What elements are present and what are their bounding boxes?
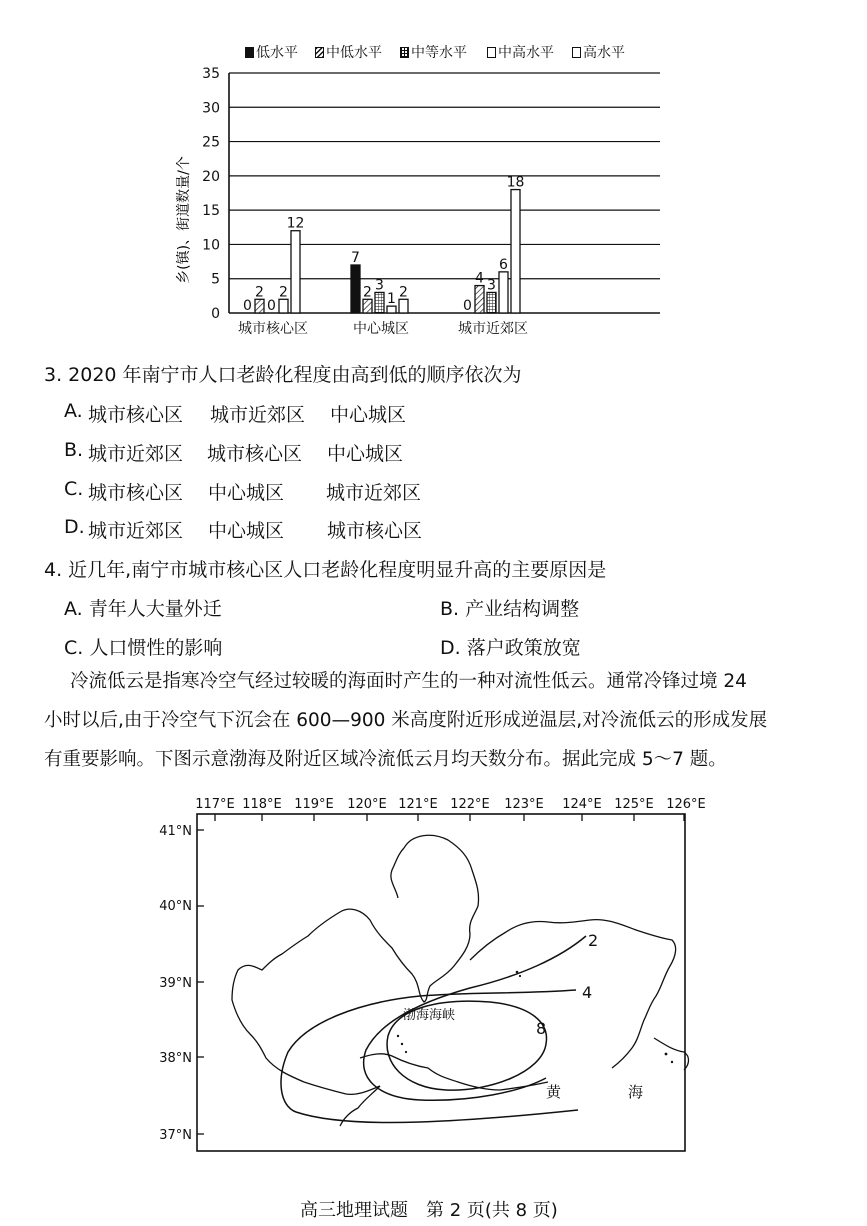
option-item: 城市近郊区 <box>88 443 184 465</box>
bar-value-label: 7 <box>351 250 360 266</box>
option-item: 城市核心区 <box>327 520 423 542</box>
bar-value-label: 2 <box>279 284 288 301</box>
lon-label: 124°E <box>562 797 602 812</box>
bar-value-label: 2 <box>255 284 264 301</box>
bar-chart <box>0 0 867 350</box>
lon-label: 120°E <box>347 797 387 812</box>
question-4-stem: 4. 近几年,南宁市城市核心区人口老龄化程度明显升高的主要原因是 <box>44 559 607 581</box>
option-letter[interactable]: C. <box>64 478 84 500</box>
option-item: 中心城区 <box>330 404 407 426</box>
legend-label: 中等水平 <box>411 45 467 61</box>
option-item: 中心城区 <box>208 482 285 504</box>
bar-value-label: 4 <box>475 270 484 287</box>
isoline-label: 4 <box>582 983 593 1002</box>
bar-value-label: 18 <box>506 174 525 191</box>
question-4-option-b[interactable]: B. 产业结构调整 <box>440 598 580 620</box>
page-footer: 高三地理试题 第 2 页(共 8 页) <box>300 1200 558 1221</box>
y-tick-label: 0 <box>211 306 220 322</box>
question-3-stem: 3. 2020 年南宁市人口老龄化程度由高到低的顺序依次为 <box>44 364 522 386</box>
question-4-option-a[interactable]: A. 青年人大量外迁 <box>64 598 222 620</box>
bar <box>399 299 408 313</box>
bar-value-label: 0 <box>267 298 276 314</box>
lat-label: 40°N <box>159 899 192 914</box>
bar-value-label: 6 <box>499 256 508 273</box>
lat-label: 37°N <box>159 1128 192 1143</box>
lon-label: 126°E <box>666 797 706 812</box>
isoline-labels <box>536 931 598 1038</box>
bar <box>255 299 264 313</box>
option-item: 城市近郊区 <box>210 404 306 426</box>
option-letter[interactable]: A. <box>64 400 83 422</box>
isoline-label: 8 <box>536 1019 547 1038</box>
coastline <box>232 835 689 1126</box>
y-tick-label: 35 <box>202 66 220 82</box>
bohai-cloud-map <box>0 790 867 1170</box>
bar <box>291 231 300 313</box>
y-tick-label: 10 <box>202 237 220 254</box>
sea-label-2: 海 <box>628 1083 644 1101</box>
lon-label: 121°E <box>398 797 438 812</box>
bar <box>511 190 520 313</box>
bar-value-label: 0 <box>243 298 252 314</box>
x-category-label: 中心城区 <box>353 321 409 337</box>
question-4-option-c[interactable]: C. 人口惯性的影响 <box>64 637 223 659</box>
y-axis-title: 乡(镇)、街道数量/个 <box>176 156 192 284</box>
option-item: 城市核心区 <box>207 443 303 465</box>
bar <box>279 299 288 313</box>
passage-line-2: 小时以后,由于冷空气下沉会在 600—900 米高度附近形成逆温层,对冷流低云的形成发展 <box>44 710 768 731</box>
lon-label: 123°E <box>504 797 544 812</box>
option-letter[interactable]: B. <box>64 439 84 461</box>
bar-value-label: 0 <box>463 298 472 314</box>
legend-label: 中高水平 <box>498 45 554 61</box>
y-tick-label: 15 <box>202 203 220 220</box>
y-tick-label: 20 <box>202 168 220 185</box>
x-category-label: 城市核心区 <box>238 321 308 337</box>
bar <box>475 286 484 313</box>
legend-label: 高水平 <box>583 45 625 61</box>
passage-line-3: 有重要影响。下图示意渤海及附近区域冷流低云月均天数分布。据此完成 5～7 题。 <box>44 749 727 770</box>
option-item: 城市核心区 <box>88 404 184 426</box>
sea-label-1: 黄 <box>546 1083 562 1101</box>
latitude-labels <box>159 824 192 1143</box>
passage-line-1: 冷流低云是指寒冷空气经过较暖的海面时产生的一种对流性低云。通常冷锋过境 24 <box>70 671 747 692</box>
lon-label: 125°E <box>614 797 654 812</box>
y-tick-label: 25 <box>202 134 220 151</box>
lat-label: 39°N <box>159 976 192 991</box>
latitude-ticks <box>197 830 204 1134</box>
legend-label: 低水平 <box>256 45 298 61</box>
bar-value-label: 3 <box>487 277 496 294</box>
bar-value-label: 3 <box>375 277 384 294</box>
longitude-ticks <box>215 814 684 821</box>
strait-label: 渤海海峡 <box>403 1008 456 1023</box>
bar-value-label: 2 <box>399 284 408 301</box>
lat-label: 38°N <box>159 1051 192 1066</box>
isoline-label: 2 <box>588 931 599 950</box>
bar-value-label: 12 <box>286 215 305 232</box>
x-category-label: 城市近郊区 <box>458 321 528 337</box>
bar <box>487 292 496 313</box>
option-item: 中心城区 <box>327 443 404 465</box>
bar <box>499 272 508 313</box>
legend-label: 中低水平 <box>326 45 382 61</box>
lon-label: 118°E <box>242 797 282 812</box>
longitude-labels <box>195 797 706 812</box>
question-4-option-d[interactable]: D. 落户政策放宽 <box>440 637 581 659</box>
bar <box>363 299 372 313</box>
lon-label: 119°E <box>294 797 334 812</box>
lat-label: 41°N <box>159 824 192 839</box>
bar <box>375 292 384 313</box>
bar-value-label: 1 <box>387 291 396 308</box>
option-item: 城市近郊区 <box>88 520 184 542</box>
option-item: 城市核心区 <box>88 482 184 504</box>
lon-label: 117°E <box>195 797 235 812</box>
y-tick-label: 30 <box>202 100 220 117</box>
bar-value-label: 2 <box>363 284 372 301</box>
y-tick-label: 5 <box>211 271 220 288</box>
option-letter[interactable]: D. <box>64 516 85 538</box>
lon-label: 122°E <box>450 797 490 812</box>
option-item: 城市近郊区 <box>326 482 422 504</box>
bar <box>351 265 360 313</box>
option-item: 中心城区 <box>208 520 285 542</box>
bar <box>387 306 396 313</box>
